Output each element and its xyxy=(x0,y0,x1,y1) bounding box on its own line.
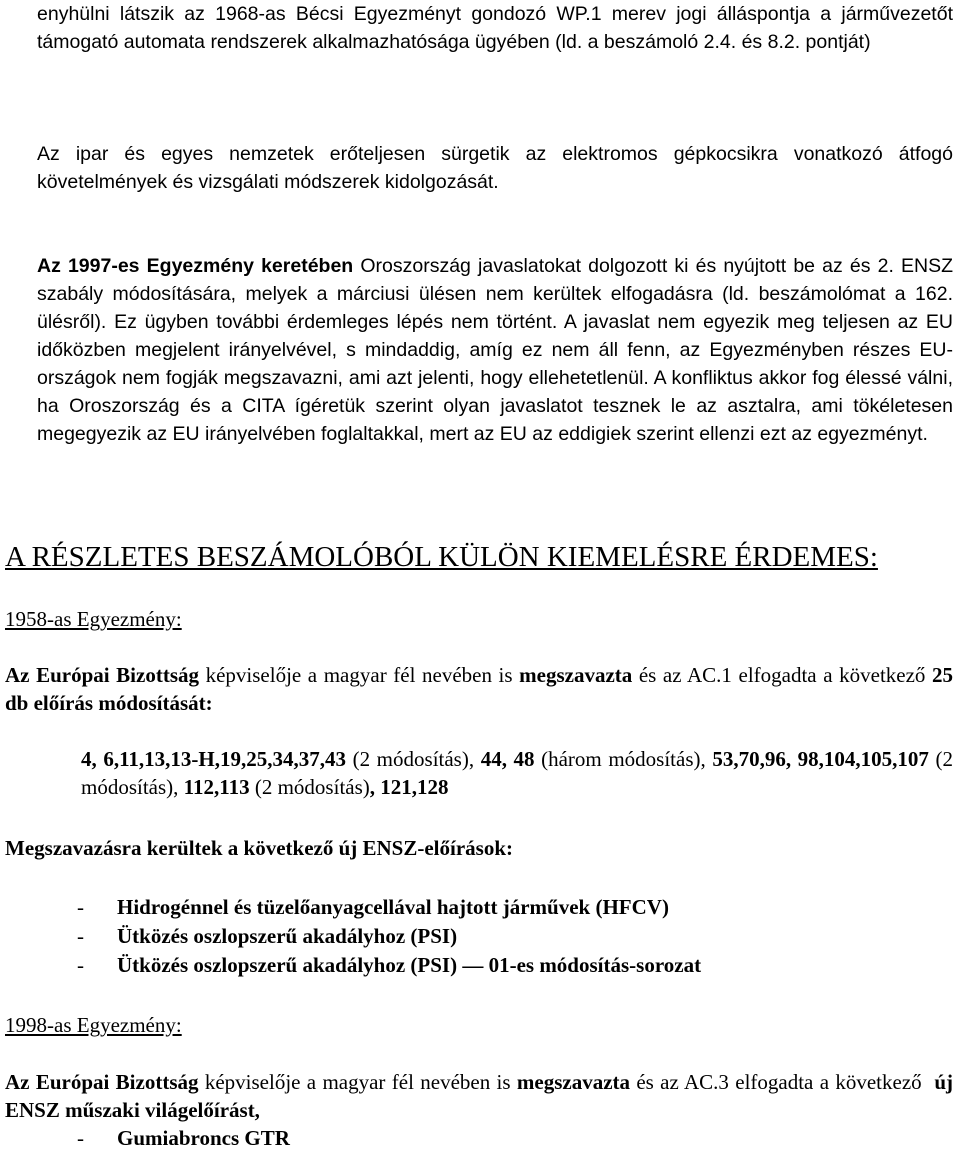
list-item-text: Hidrogénnel és tüzelőanyagcellával hajtott járművek (HFCV) xyxy=(117,895,669,919)
regs-note-3: (2 módosítás), xyxy=(81,747,954,799)
intro-1958-commission: Az Európai Bizottság xyxy=(5,663,199,687)
paragraph-1997-body: Oroszország javaslatokat dolgozott ki és nyújtott be az és 2. ENSZ szabály módosítására, melyek a márciusi ülésen nem kerültek elfogadásra (ld. beszámolómat a 162. ülésről). Ez ügyben további érdemleges lépés nem történt. A javaslat nem egyezik meg teljesen az EU időközben megjelent irányelvével, s mindaddig, amíg ez nem áll fenn, az Egyezményben részes EU-országok nem fogják megszavazni, ami azt jelenti, hogy ellehetetlenül. A konfliktus akkor fog élessé válni, ha Oroszország és a CITA ígéretük szerint olyan javaslatot tesznek le az asztalra, ami tökéletesen megegyezik az EU irányelvében foglaltakkal, mert az EU az eddigiek szerint ellenzi ezt az egyezményt. xyxy=(37,255,953,445)
list-item xyxy=(5,951,953,979)
intro-1998-commission: Az Európai Bizottság xyxy=(5,1070,199,1094)
list-dash: - xyxy=(77,895,84,919)
intro-1998-text1: képviselője a magyar fél nevében is xyxy=(198,1070,517,1094)
regulation-list-1958 xyxy=(81,745,953,801)
list-item xyxy=(5,922,953,950)
intro-1958-count: 25 db előírás módosítását: xyxy=(5,663,954,715)
list-item xyxy=(5,1124,953,1152)
list-item-text: Ütközés oszlopszerű akadályhoz (PSI) — 01-es módosítás-sorozat xyxy=(117,953,702,977)
list-dash: - xyxy=(77,953,84,977)
paragraph-wp1: enyhülni látszik az 1968-as Bécsi Egyezményt gondozó WP.1 merev jogi álláspontja a járművezetőt támogató automata rendszerek alkalmazhatósága ügyében (ld. a beszámoló 2.4. és 8.2. pontját) xyxy=(37,3,953,53)
section-1998-title: 1998-as Egyezmény: xyxy=(5,1013,182,1037)
section-heading: A RÉSZLETES BESZÁMOLÓBÓL KÜLÖN KIEMELÉSRE ÉRDEMES: xyxy=(5,541,878,573)
list-item-text: Gumiabroncs GTR xyxy=(117,1126,290,1150)
intro-1998-text2: és az AC.3 elfogadta a következő xyxy=(630,1070,935,1094)
regs-note-2: (három módosítás), xyxy=(534,747,713,771)
section-1998-intro xyxy=(5,1068,953,1124)
list-dash: - xyxy=(77,924,84,948)
list-item-text: Ütközés oszlopszerű akadályhoz (PSI) xyxy=(117,924,458,948)
regs-group-3: 53,70,96, 98,104,105,107 xyxy=(712,747,929,771)
paragraph-1997-agreement xyxy=(37,252,953,448)
regs-group-5: , 121,128 xyxy=(369,775,449,799)
section-1958-title: 1958-as Egyezmény: xyxy=(5,607,182,631)
list-dash: - xyxy=(77,1126,84,1150)
paragraph-1997-lead: Az 1997-es Egyezmény keretében xyxy=(37,255,354,277)
intro-1998-voted: megszavazta xyxy=(516,1070,631,1094)
regs-group-2: 44, 48 xyxy=(480,747,535,771)
regs-note-1: (2 módosítás), xyxy=(346,747,481,771)
new-regs-title-text: Megszavazásra kerültek a következő új ENSZ-előírások: xyxy=(5,836,514,860)
intro-1958-text2: és az AC.1 elfogadta a következő xyxy=(632,663,933,687)
gtr-list xyxy=(5,1124,953,1152)
intro-1998-gtr: új ENSZ műszaki világelőírást, xyxy=(5,1070,954,1122)
regs-group-1: 4, 6,11,13,13-H,19,25,34,37,43 xyxy=(81,747,347,771)
list-item xyxy=(5,893,953,921)
new-regs-title xyxy=(5,834,953,862)
intro-1958-voted: megszavazta xyxy=(519,663,633,687)
regs-note-4: (2 módosítás) xyxy=(249,775,370,799)
new-regs-list xyxy=(5,893,953,979)
paragraph-electric-vehicles: Az ipar és egyes nemzetek erőteljesen sürgetik az elektromos gépkocsikra vonatkozó átfogó követelmények és vizsgálati módszerek kidolgozását. xyxy=(37,143,953,193)
section-1958-intro xyxy=(5,661,953,717)
regs-group-4: 112,113 xyxy=(183,775,250,799)
intro-1958-text1: képviselője a magyar fél nevében is xyxy=(199,663,520,687)
